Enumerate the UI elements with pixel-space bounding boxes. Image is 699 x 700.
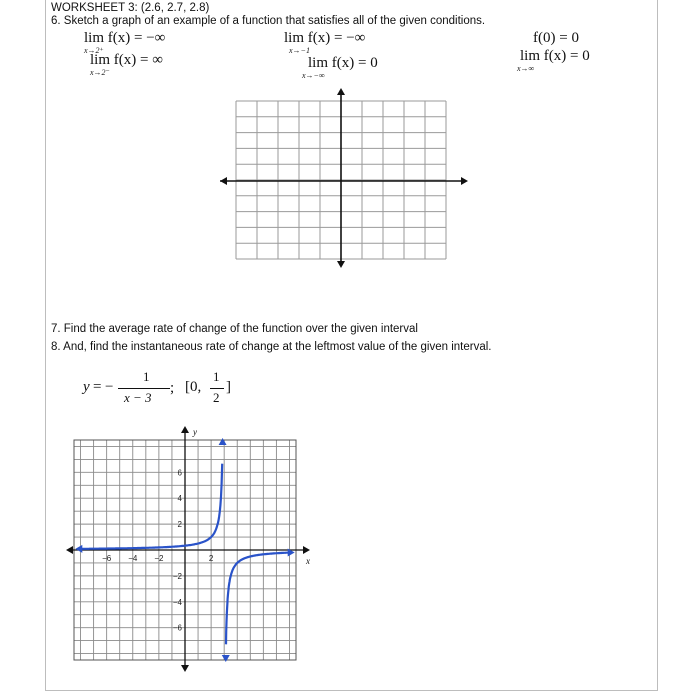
graph-y-tick-label: −2 <box>172 571 182 581</box>
graph-y-label: y <box>193 427 197 437</box>
graph-y-tick-label: −4 <box>172 597 182 607</box>
question-7: 7. Find the average rate of change of the function over the given interval <box>51 323 418 335</box>
graph-x-tick-label: −6 <box>102 554 112 563</box>
fraction-bar <box>118 388 170 389</box>
graph-x-label: x <box>306 556 310 566</box>
condition-lim-neg-infinity: lim f(x) = 0 x→−∞ <box>302 55 378 80</box>
graph-x-tick-label: −2 <box>154 554 164 563</box>
condition-lim-2-plus: lim f(x) = −∞ x→2⁺ <box>84 30 166 55</box>
question-6: 6. Sketch a graph of an example of a function that satisfies all of the given conditions. <box>51 15 486 27</box>
condition-lim-2-minus: lim f(x) = ∞ x→2⁻ <box>90 52 163 77</box>
question-8: 8. And, find the instantaneous rate of change at the leftmost value of the given interval. <box>51 341 492 353</box>
interval-fraction-bar <box>210 388 224 389</box>
graph-y-tick-label: 6 <box>177 468 182 478</box>
condition-lim-neg-1: lim f(x) = −∞ x→−1 <box>284 30 366 55</box>
graph-y-tick-label: 2 <box>177 520 182 530</box>
graph-y-tick-label: −6 <box>172 623 182 633</box>
condition-lim-infinity: lim f(x) = 0 x→∞ <box>517 48 590 73</box>
graph-x-tick-label: −4 <box>128 554 138 563</box>
graph-y-tick-label: 4 <box>177 494 182 504</box>
condition-f-of-0: f(0) = 0 <box>533 30 579 46</box>
graph-x-tick-label: 2 <box>208 554 214 563</box>
worksheet-header: WORKSHEET 3: (2.6, 2.7, 2.8) <box>51 2 210 14</box>
